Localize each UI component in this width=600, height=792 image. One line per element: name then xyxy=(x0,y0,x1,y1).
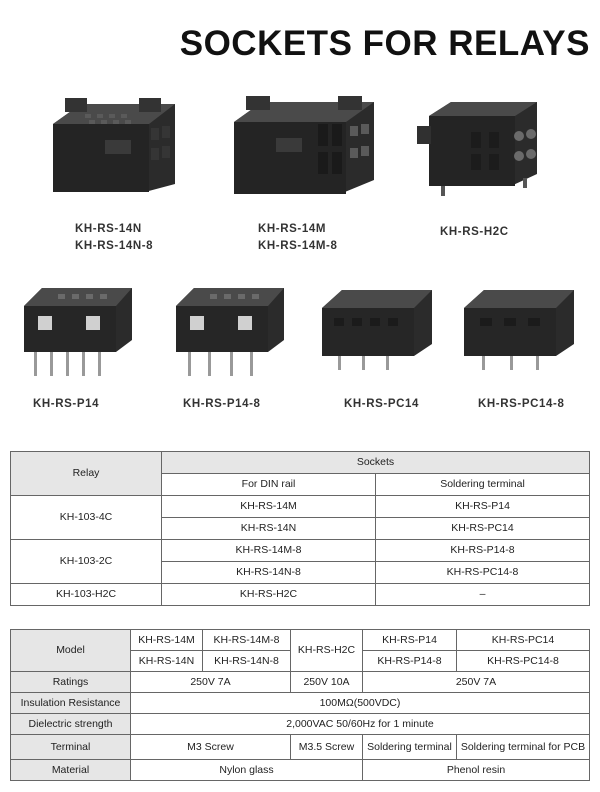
product-caption: KH-RS-P14-8 xyxy=(183,398,261,410)
material-label: Material xyxy=(11,760,131,781)
product-caption: KH-RS-PC14 xyxy=(344,398,420,410)
product-caption: KH-RS-H2C xyxy=(440,226,509,238)
model-cell: KH-RS-P14-8 xyxy=(363,651,457,672)
model-cell: KH-RS-PC14 xyxy=(457,630,590,651)
terminal-value: M3.5 Screw xyxy=(291,735,363,760)
din-cell: KH-RS-14N xyxy=(162,518,376,540)
table-row xyxy=(11,584,590,606)
din-cell: KH-RS-14M xyxy=(162,496,376,518)
socket-image-p14-8 xyxy=(172,282,292,382)
terminal-label: Terminal xyxy=(11,735,131,760)
relay-socket-table xyxy=(10,451,590,606)
table-row xyxy=(11,714,590,735)
din-rail-header: For DIN rail xyxy=(162,474,376,496)
solder-cell: – xyxy=(376,584,590,606)
socket-image-pc14-8 xyxy=(460,282,580,377)
table-row xyxy=(11,452,590,474)
ratings-value: 250V 10A xyxy=(291,672,363,693)
socket-image-14m xyxy=(228,92,388,202)
model-cell: KH-RS-14N xyxy=(131,651,203,672)
model-cell: KH-RS-14M xyxy=(131,630,203,651)
table-row xyxy=(11,540,590,562)
solder-cell: KH-RS-P14-8 xyxy=(376,540,590,562)
table-row xyxy=(11,672,590,693)
product-caption: KH-RS-14M KH-RS-14M-8 xyxy=(258,223,338,252)
table-row xyxy=(11,630,590,651)
socket-image-p14 xyxy=(20,282,140,382)
solder-cell: KH-RS-P14 xyxy=(376,496,590,518)
ratings-value: 250V 7A xyxy=(363,672,590,693)
solder-cell: KH-RS-PC14 xyxy=(376,518,590,540)
dielectric-label: Dielectric strength xyxy=(11,714,131,735)
terminal-value: M3 Screw xyxy=(131,735,291,760)
ratings-value: 250V 7A xyxy=(131,672,291,693)
relay-cell: KH-103-2C xyxy=(11,540,162,584)
spec-table xyxy=(10,629,590,781)
product-caption: KH-RS-14N KH-RS-14N-8 xyxy=(75,223,154,252)
socket-image-14n xyxy=(45,92,195,202)
insulation-label: Insulation Resistance xyxy=(11,693,131,714)
relay-cell: KH-103-4C xyxy=(11,496,162,540)
socket-image-pc14 xyxy=(318,282,438,377)
material-value: Nylon glass xyxy=(131,760,363,781)
table-row xyxy=(11,735,590,760)
page-title: SOCKETS FOR RELAYS xyxy=(179,24,590,63)
model-cell: KH-RS-14M-8 xyxy=(203,630,291,651)
soldering-header: Soldering terminal xyxy=(376,474,590,496)
sockets-header: Sockets xyxy=(162,452,590,474)
table-row xyxy=(11,760,590,781)
relay-header: Relay xyxy=(11,452,162,496)
terminal-value: Soldering terminal xyxy=(363,735,457,760)
product-caption: KH-RS-PC14-8 xyxy=(478,398,565,410)
din-cell: KH-RS-14M-8 xyxy=(162,540,376,562)
table-row xyxy=(11,693,590,714)
model-label: Model xyxy=(11,630,131,672)
model-cell: KH-RS-PC14-8 xyxy=(457,651,590,672)
product-caption: KH-RS-P14 xyxy=(33,398,100,410)
terminal-value: Soldering terminal for PCB xyxy=(457,735,590,760)
material-value: Phenol resin xyxy=(363,760,590,781)
model-cell: KH-RS-14N-8 xyxy=(203,651,291,672)
ratings-label: Ratings xyxy=(11,672,131,693)
relay-cell: KH-103-H2C xyxy=(11,584,162,606)
table-row xyxy=(11,496,590,518)
din-cell: KH-RS-H2C xyxy=(162,584,376,606)
socket-image-h2c xyxy=(415,92,550,202)
din-cell: KH-RS-14N-8 xyxy=(162,562,376,584)
solder-cell: KH-RS-PC14-8 xyxy=(376,562,590,584)
model-cell: KH-RS-H2C xyxy=(291,630,363,672)
dielectric-value: 2,000VAC 50/60Hz for 1 minute xyxy=(131,714,590,735)
insulation-value: 100MΩ(500VDC) xyxy=(131,693,590,714)
model-cell: KH-RS-P14 xyxy=(363,630,457,651)
